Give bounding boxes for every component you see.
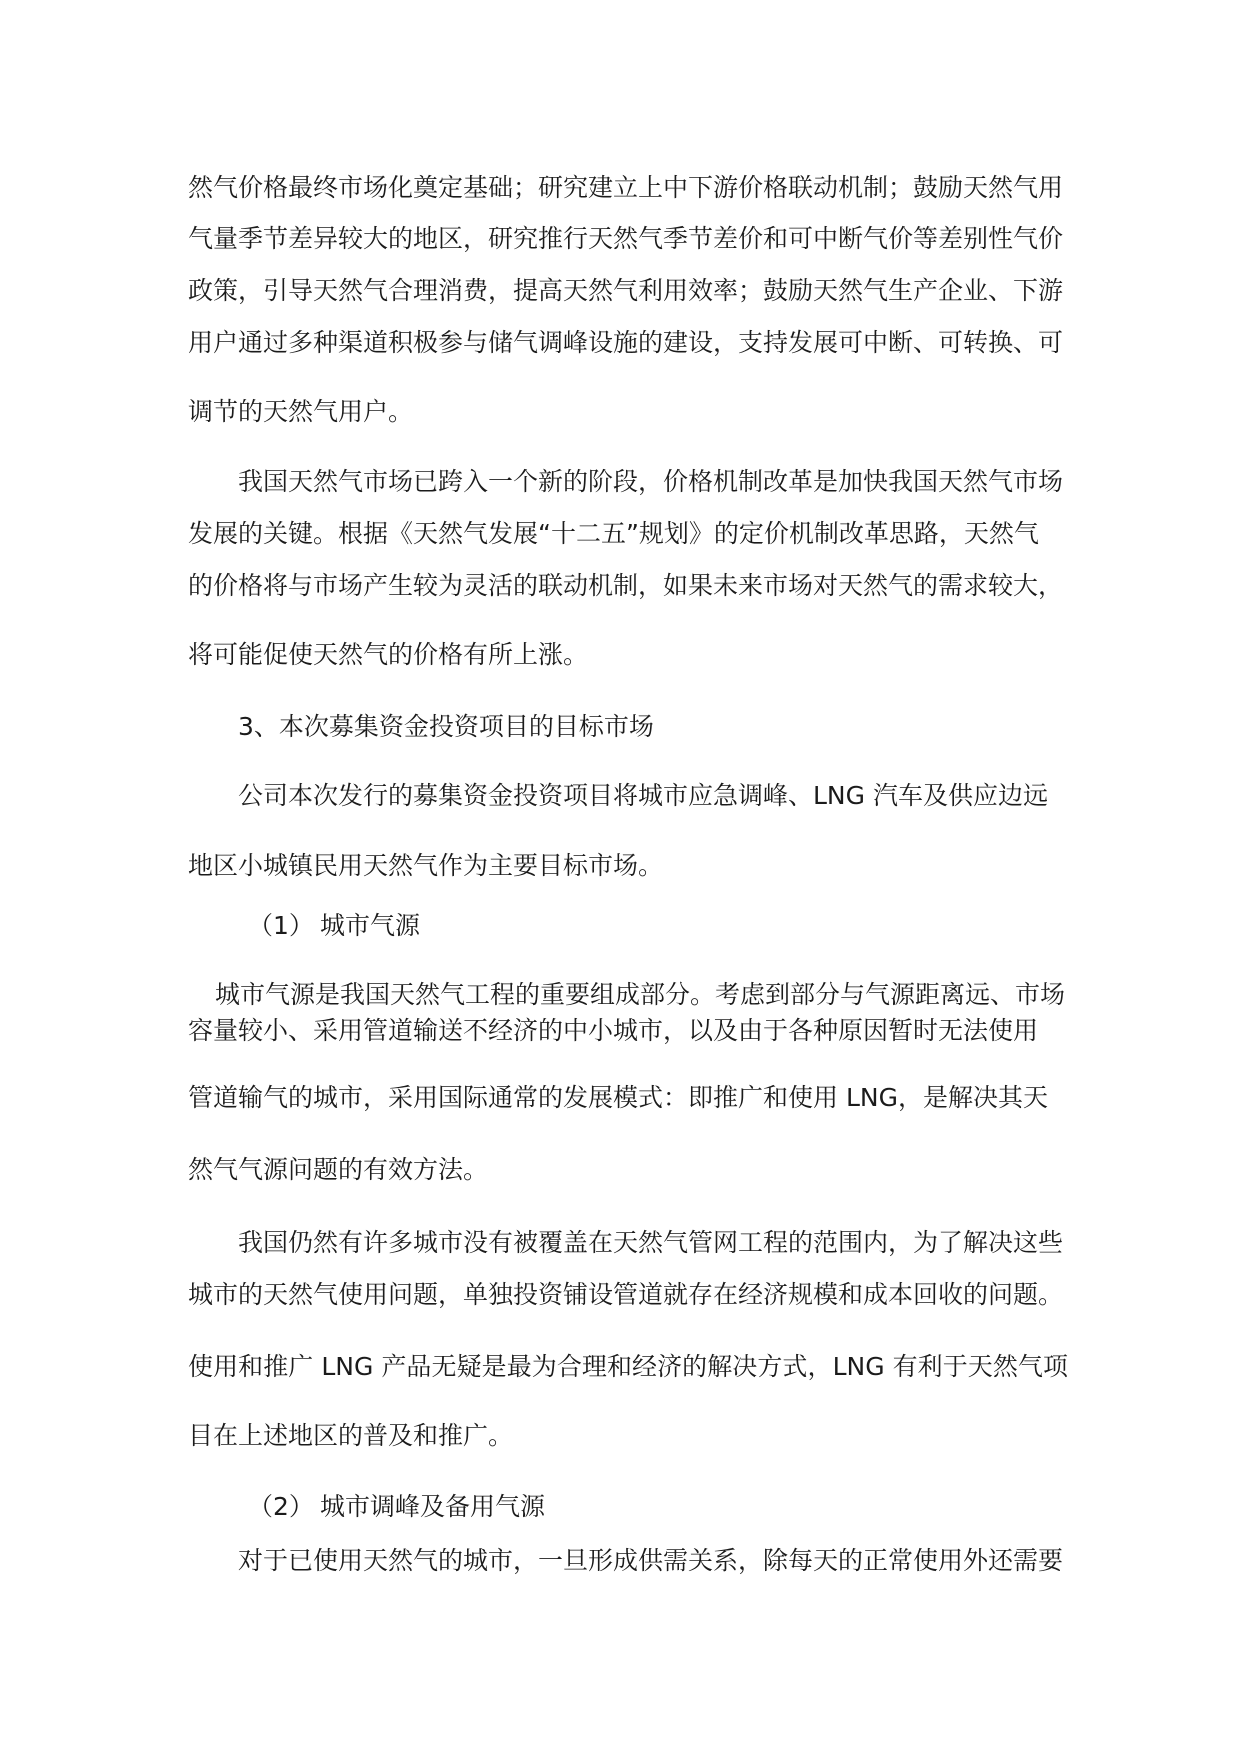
paragraph-line: 然气气源问题的有效方法。 (188, 1155, 489, 1184)
section-heading: 3、本次募集资金投资项目的目标市场 (238, 712, 654, 741)
paragraph-line: 我国仍然有许多城市没有被覆盖在天然气管网工程的范围内，为了解决这些 (238, 1228, 1064, 1257)
paragraph-line: 用户通过多种渠道积极参与储气调峰设施的建设，支持发展可中断、可转换、可 (188, 328, 1064, 357)
paragraph-line: 调节的天然气用户。 (188, 397, 414, 426)
paragraph-line: 目在上述地区的普及和推广。 (188, 1421, 514, 1450)
subsection-number: （1） (248, 911, 314, 940)
paragraph-line: 公司本次发行的募集资金投资项目将城市应急调峰、LNG 汽车及供应边远 (238, 781, 1048, 810)
paragraph-line: 使用和推广 LNG 产品无疑是最为合理和经济的解决方式，LNG 有利于天然气项 (188, 1352, 1068, 1381)
paragraph-line: 容量较小、采用管道输送不经济的中小城市，以及由于各种原因暂时无法使用 (188, 1016, 1039, 1045)
subsection-title: 城市调峰及备用气源 (320, 1492, 546, 1521)
subsection-title: 城市气源 (320, 911, 421, 940)
paragraph-line: 政策，引导天然气合理消费，提高天然气利用效率；鼓励天然气生产企业、下游 (188, 276, 1064, 305)
paragraph-line: 城市气源是我国天然气工程的重要组成部分。考虑到部分与气源距离远、市场 (215, 980, 1066, 1009)
paragraph-line: 地区小城镇民用天然气作为主要目标市场。 (188, 851, 664, 880)
paragraph-line: 将可能促使天然气的价格有所上涨。 (188, 640, 589, 669)
paragraph-line: 我国天然气市场已跨入一个新的阶段，价格机制改革是加快我国天然气市场 (238, 467, 1064, 496)
paragraph-line: 然气价格最终市场化奠定基础；研究建立上中下游价格联动机制；鼓励天然气用 (188, 173, 1064, 202)
paragraph-line: 对于已使用天然气的城市，一旦形成供需关系，除每天的正常使用外还需要 (238, 1546, 1064, 1575)
paragraph-line: 的价格将与市场产生较为灵活的联动机制，如果未来市场对天然气的需求较大， (188, 571, 1064, 600)
paragraph-line: 气量季节差异较大的地区，研究推行天然气季节差价和可中断气价等差别性气价 (188, 224, 1064, 253)
subsection-number: （2） (248, 1492, 314, 1521)
paragraph-line: 城市的天然气使用问题，单独投资铺设管道就存在经济规模和成本回收的问题。 (188, 1280, 1064, 1309)
paragraph-line: 管道输气的城市，采用国际通常的发展模式：即推广和使用 LNG，是解决其天 (188, 1083, 1048, 1112)
paragraph-line: 发展的关键。根据《天然气发展“十二五”规划》的定价机制改革思路，天然气 (188, 519, 1039, 548)
